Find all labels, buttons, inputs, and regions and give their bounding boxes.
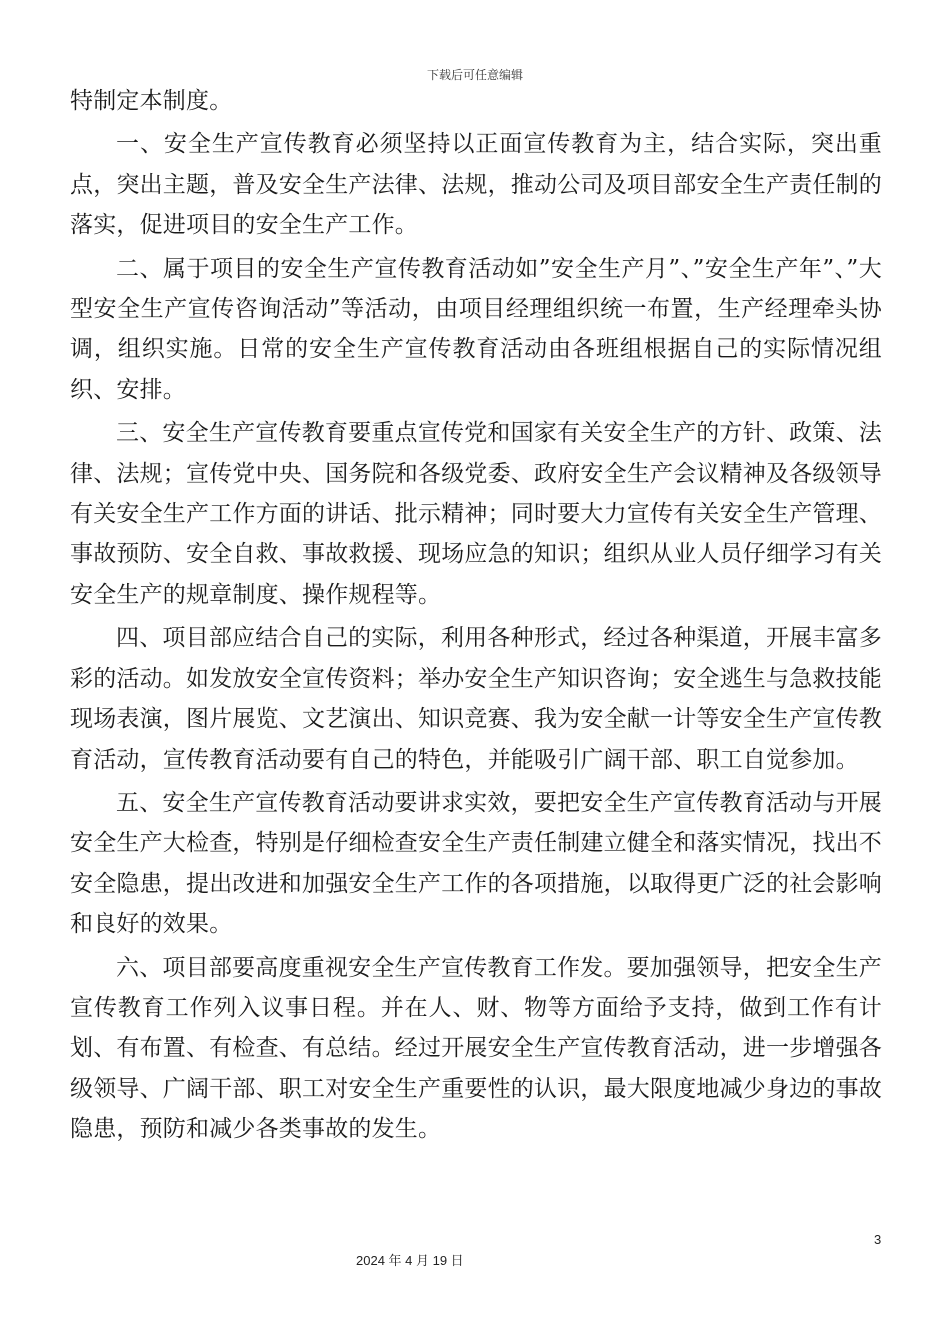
- page-number: 3: [874, 1232, 882, 1247]
- paragraph-item-2: 二、属于项目的安全生产宣传教育活动如”安全生产月”、”安全生产年”、”大型安全生产宣传咨询活动”等活动，由项目经理组织统一布置，生产经理牵头协调，组织实施。日常的安全生产宣传教育活动由各班组根据自己的实际情况组织、安排。: [70, 255, 882, 403]
- paragraph-item-6: 六、项目部要高度重视安全生产宣传教育工作发。要加强领导，把安全生产宣传教育工作列入议事日程。并在人、财、物等方面给予支持，做到工作有计划、有布置、有检查、有总结。经过开展安全生产宣传教育活动，进一步增强各级领导、广阔干部、职工对安全生产重要性的认识，最大限度地减少身边的事故隐患，预防和减少各类事故的发生。: [70, 954, 882, 1143]
- paragraph-intro-continuation: 特制定本制度。: [70, 88, 233, 114]
- document-body: [70, 81, 882, 1150]
- paragraph-item-5: 五、安全生产宣传教育活动要讲求实效，要把安全生产宣传教育活动与开展安全生产大检查，特别是仔细检查安全生产责任制建立健全和落实情况，找出不安全隐患，提出改进和加强安全生产工作的各项措施，以取得更广泛的社会影响和良好的效果。: [70, 789, 882, 938]
- footer-date: 2024 年 4 月 19 日: [356, 1253, 464, 1268]
- paragraph-item-1: 一、安全生产宣传教育必须坚持以正面宣传教育为主，结合实际，突出重点，突出主题，普及安全生产法律、法规，推动公司及项目部安全生产责任制的落实，促进项目的安全生产工作。: [70, 131, 882, 239]
- header-note: 下载后可任意编辑: [426, 68, 523, 82]
- paragraph-item-3: 三、安全生产宣传教育要重点宣传党和国家有关安全生产的方针、政策、法律、法规；宣传党中央、国务院和各级党委、政府安全生产会议精神及各级领导有关安全生产工作方面的讲话、批示精神；同时要大力宣传有关安全生产管理、事故预防、安全自救、事故救援、现场应急的知识；组织从业人员仔细学习有关安全生产的规章制度、操作规程等。: [70, 420, 882, 608]
- paragraph-item-4: 四、项目部应结合自己的实际，利用各种形式，经过各种渠道，开展丰富多彩的活动。如发放安全宣传资料；举办安全生产知识咨询；安全逃生与急救技能现场表演，图片展览、文艺演出、知识竞赛、我为安全献一计等安全生产宣传教育活动，宣传教育活动要有自己的特色，并能吸引广阔干部、职工自觉参加。: [70, 625, 882, 773]
